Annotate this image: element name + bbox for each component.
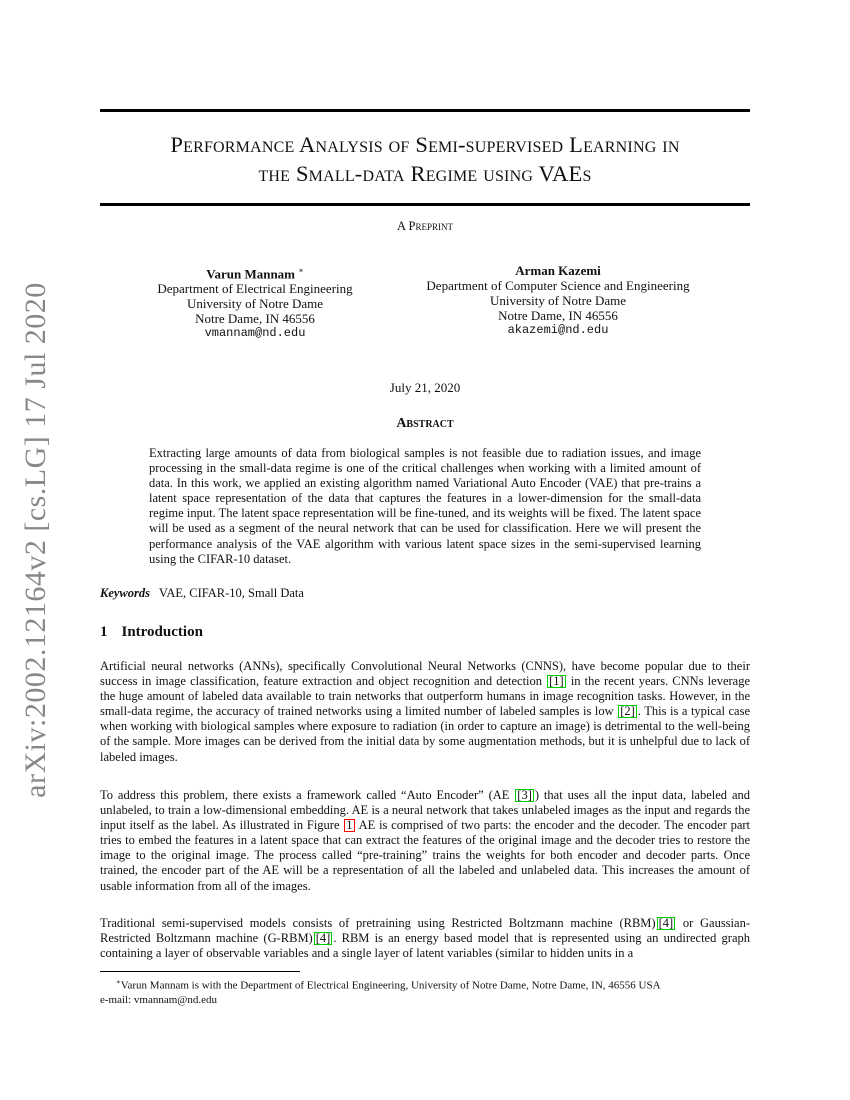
author-block-1 [140, 263, 370, 341]
author-email: vmannam@nd.edu [204, 326, 306, 341]
intro-paragraph-3 [100, 916, 750, 961]
abstract-body: Extracting large amounts of data from biological samples is not feasible due to radiation issues, and image processing in the small-data regime is one of the critical challenges when working with a limited amount of data. In this work, we applied an existing algorithm named Variational Auto Encoder (VAE) that pre-trains a latent space representation of the data that captures the features in a lower-dimension for the small-data regime input. The latent space representation will be fine-tuned, and its weights will be fixed. The latent space will be used as a segment of the neural network that can be used for classification. Here we will present the performance analysis of the VAE algorithm with various latent space sizes in the semi-supervised learning using the CIFAR-10 dataset. [149, 446, 701, 566]
author-university: University of Notre Dame [489, 293, 627, 308]
paragraph-text: or Gaussian-Restricted Boltzmann machine (G-RBM) [100, 916, 750, 946]
paragraph-text: Artificial neural networks (ANNs), specifically Convolutional Neural Networks (CNNS), have become popular due to their success in image classification, feature extraction and object recognition and detection [100, 659, 750, 689]
citation-link[interactable]: [1] [549, 674, 564, 689]
paper-title [100, 130, 750, 188]
keywords-label: Keywords [100, 586, 150, 600]
author-location: Notre Dame, IN 46556 [195, 311, 315, 327]
section-title: Introduction [121, 624, 203, 640]
author-email: akazemi@nd.edu [507, 323, 609, 337]
title-bottom-rule [100, 203, 750, 206]
paragraph-text: . RBM is an energy based model that is represented using an undirected graph containing a layer of observable variables and a single layer of latent variables (similar to hidden units in a [100, 931, 750, 961]
title-line-2: the Small-data Regime using VAEs [258, 161, 592, 186]
footnote-marker: ∗ [298, 266, 304, 275]
footnote-line-2: e-mail: vmannam@nd.edu [100, 993, 218, 1006]
publication-date: July 21, 2020 [389, 380, 461, 395]
author-university: University of Notre Dame [186, 296, 324, 312]
paragraph-text: . This is a typical case when working with biological samples where exposure to radiation (in order to capture an image) is detrimental to the well-being of the sample. More images can be derived from the initial data by some augmentation methods, but it is unhelpful due to lack of labeled images. [100, 704, 750, 764]
paragraph-text: ) that uses all the input data, labeled and unlabeled, to train a low-dimensional embedding. AE is a neural network that takes unlabeled images as the input and regards the input itself as the label. As illustrated in Figure [100, 788, 750, 833]
citation-link[interactable]: [4] [315, 931, 331, 946]
intro-paragraph-1 [100, 659, 750, 765]
intro-paragraph-2 [100, 788, 750, 894]
footnote [100, 975, 750, 1007]
paragraph-text: AE is comprised of two parts: the encoder and the decoder. The encoder part tries to embed the features in a latent space that can extract the features of the original image and the decoder tries to restore the image to the original image. The process called “pre-training” trains the weights for both encoder and decoder parts. Once trained, the encoder part of the AE will be a representation of all the labeled and unlabeled data. This increases the amount of usable information from all of the images. [100, 818, 751, 893]
citation-link[interactable]: [4] [658, 916, 674, 930]
author-name: Varun Mannam ∗ [206, 266, 304, 282]
author-name: Arman Kazemi [515, 263, 601, 278]
footnote-marker: ∗ [116, 978, 121, 986]
title-line-1: Performance Analysis of Semi-supervised Learning in [170, 132, 680, 157]
citation-link[interactable]: [2] [620, 704, 635, 719]
footnote-rule [100, 971, 300, 972]
paragraph-text: Traditional semi-supervised models consists of pretraining using Restricted Boltzmann machine (RBM) [100, 916, 656, 930]
footnote-line-1: ∗Varun Mannam is with the Department of Electrical Engineering, University of Notre Dame, Notre Dame, IN, 46556 USA [116, 978, 661, 992]
figure-link[interactable]: 1 [346, 818, 353, 833]
preprint-label: A Preprint [397, 219, 453, 233]
author-department: Department of Computer Science and Engineering [426, 278, 690, 293]
section-heading-introduction [100, 624, 750, 641]
author-department: Department of Electrical Engineering [157, 281, 353, 297]
author-block-2 [408, 263, 708, 338]
section-number: 1 [100, 624, 108, 640]
title-top-rule [100, 109, 750, 112]
paragraph-text: in the recent years. CNNs leverage the huge amount of labeled data available to train networks that outperform humans in image recognition tasks. However, in the small-data regime, the accuracy of trained networks using a limited number of labeled samples is low [100, 674, 751, 719]
arxiv-identifier-stamp: arXiv:2002.12164v2 [cs.LG] 17 Jul 2020 [19, 282, 52, 798]
keywords-line [100, 586, 750, 601]
citation-link[interactable]: [3] [517, 788, 532, 802]
keywords-value: VAE, CIFAR-10, Small Data [158, 586, 304, 600]
author-location: Notre Dame, IN 46556 [498, 308, 618, 323]
paragraph-text: To address this problem, there exists a framework called “Auto Encoder” (AE [100, 788, 515, 802]
abstract-heading: Abstract [396, 416, 454, 431]
